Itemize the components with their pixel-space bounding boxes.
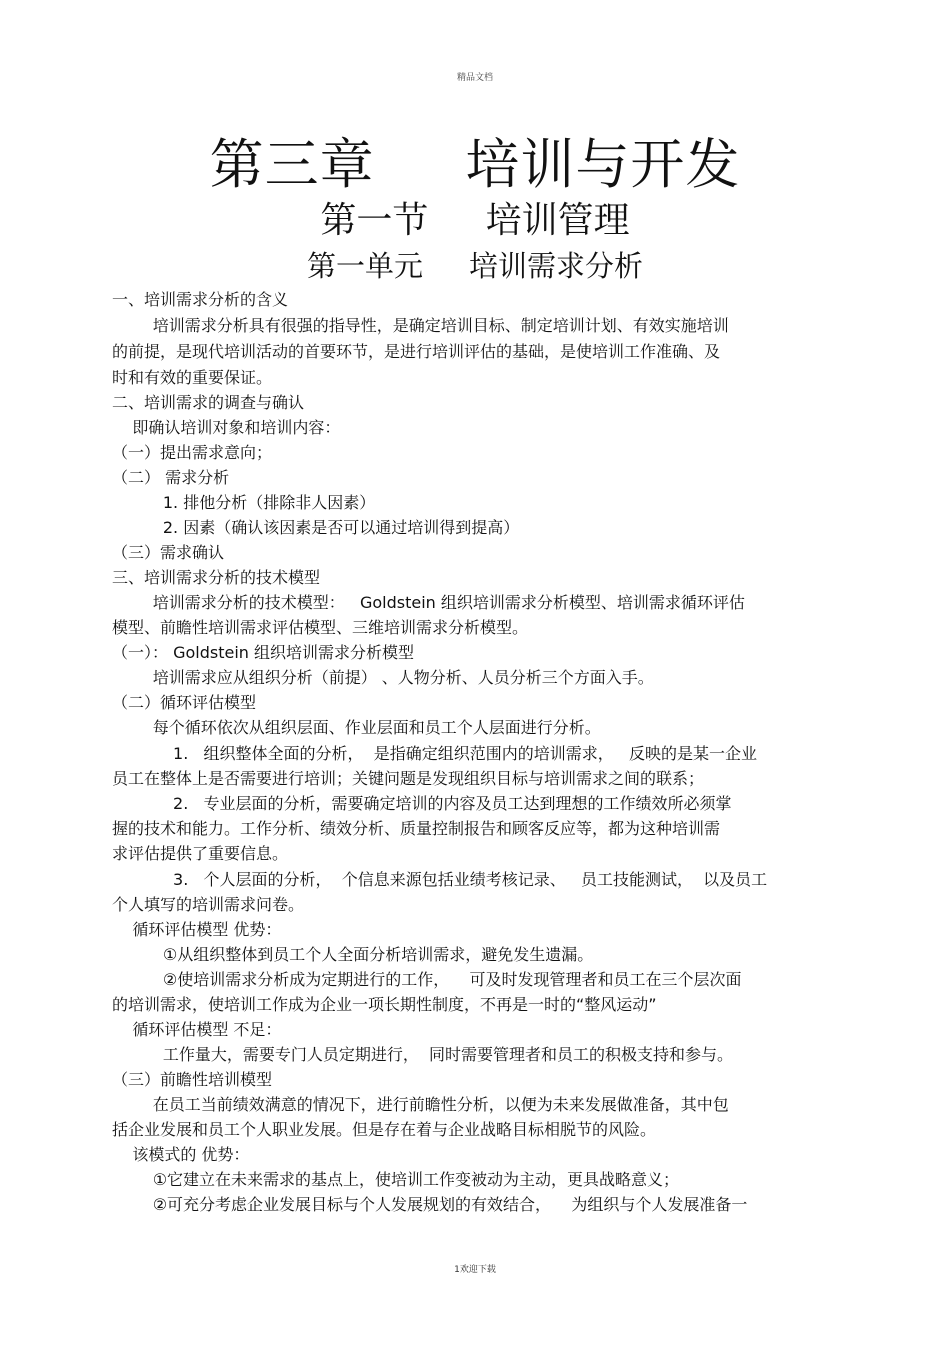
subheading: （一）： Goldstein 组织培训需求分析模型 xyxy=(112,643,415,662)
paragraph-line: ②使培训需求分析成为定期进行的工作， 可及时发现管理者和员工在三个层次面 xyxy=(112,970,742,989)
heading-2: 二、培训需求的调查与确认 xyxy=(112,393,305,412)
subheading: （三）前瞻性培训模型 xyxy=(112,1070,273,1089)
unit-title: 第一单元 培训需求分析 xyxy=(306,249,644,283)
heading-3: 三、培训需求分析的技术模型 xyxy=(112,568,321,587)
paragraph-line: 培训需求应从组织分析（前提） 、人物分析、人员分析三个方面入手。 xyxy=(112,668,654,687)
paragraph-line: 的前提，是现代培训活动的首要环节，是进行培训评估的基础，是使培训工作准确、及 xyxy=(112,342,721,361)
paragraph-line: 求评估提供了重要信息。 xyxy=(112,844,289,863)
paragraph-line: 模型、前瞻性培训需求评估模型、三维培训需求分析模型。 xyxy=(112,618,529,637)
paragraph-line: ②可充分考虑企业发展目标与个人发展规划的有效结合， 为组织与个人发展准备一 xyxy=(112,1195,748,1214)
page-footer-note: 1欢迎下载 xyxy=(454,1265,496,1275)
list-item: （三）需求确认 xyxy=(112,543,225,562)
paragraph-line: 循环评估模型 优势： xyxy=(112,920,282,939)
paragraph-line: 培训需求分析具有很强的指导性，是确定培训目标、制定培训计划、有效实施培训 xyxy=(112,316,729,335)
paragraph-line: 3. 个人层面的分析， 个信息来源包括业绩考核记录、 员工技能测试， 以及员工 xyxy=(112,870,768,889)
paragraph-line: 该模式的 优势： xyxy=(112,1145,250,1164)
paragraph-line: 在员工当前绩效满意的情况下，进行前瞻性分析，以便为未来发展做准备，其中包 xyxy=(112,1095,729,1114)
paragraph-line: 2. 专业层面的分析，需要确定培训的内容及员工达到理想的工作绩效所必须掌 xyxy=(112,794,732,813)
list-item: （二） 需求分析 xyxy=(112,468,230,487)
paragraph-line: 工作量大，需要专门人员定期进行， 同时需要管理者和员工的积极支持和参与。 xyxy=(112,1045,734,1064)
paragraph-line: 时和有效的重要保证。 xyxy=(112,368,273,387)
page-header-note: 精品文档 xyxy=(456,73,493,83)
paragraph-line: 即确认培训对象和培训内容： xyxy=(112,418,341,437)
section-title: 第一节 培训管理 xyxy=(320,200,630,241)
list-item: 2. 因素（确认该因素是否可以通过培训得到提高） xyxy=(112,518,520,537)
heading-1: 一、培训需求分析的含义 xyxy=(112,290,289,309)
paragraph-line: ①它建立在未来需求的基点上，使培训工作变被动为主动，更具战略意义； xyxy=(112,1170,680,1189)
paragraph-line: 培训需求分析的技术模型： Goldstein 组织培训需求分析模型、培训需求循环评估 xyxy=(112,593,745,612)
paragraph-line: 1. 组织整体全面的分析， 是指确定组织范围内的培训需求， 反映的是某一企业 xyxy=(112,744,757,763)
list-item: 1. 排他分析（排除非人因素） xyxy=(112,493,376,512)
list-item: （一）提出需求意向； xyxy=(112,443,273,462)
paragraph-line: 循环评估模型 不足： xyxy=(112,1020,282,1039)
paragraph-line: 握的技术和能力。工作分析、绩效分析、质量控制报告和顾客反应等，都为这种培训需 xyxy=(112,819,721,838)
chapter-title: 第三章 培训与开发 xyxy=(209,133,741,196)
paragraph-line: 的培训需求，使培训工作成为企业一项长期性制度，不再是一时的“整风运动” xyxy=(112,995,657,1014)
paragraph-line: 员工在整体上是否需要进行培训；关键问题是发现组织目标与培训需求之间的联系； xyxy=(112,769,705,788)
paragraph-line: 括企业发展和员工个人职业发展。但是存在着与企业战略目标相脱节的风险。 xyxy=(112,1120,657,1139)
subheading: （二）循环评估模型 xyxy=(112,693,257,712)
paragraph-line: 每个循环依次从组织层面、作业层面和员工个人层面进行分析。 xyxy=(112,718,601,737)
paragraph-line: ①从组织整体到员工个人全面分析培训需求，避免发生遗漏。 xyxy=(112,945,594,964)
paragraph-line: 个人填写的培训需求问卷。 xyxy=(112,895,305,914)
